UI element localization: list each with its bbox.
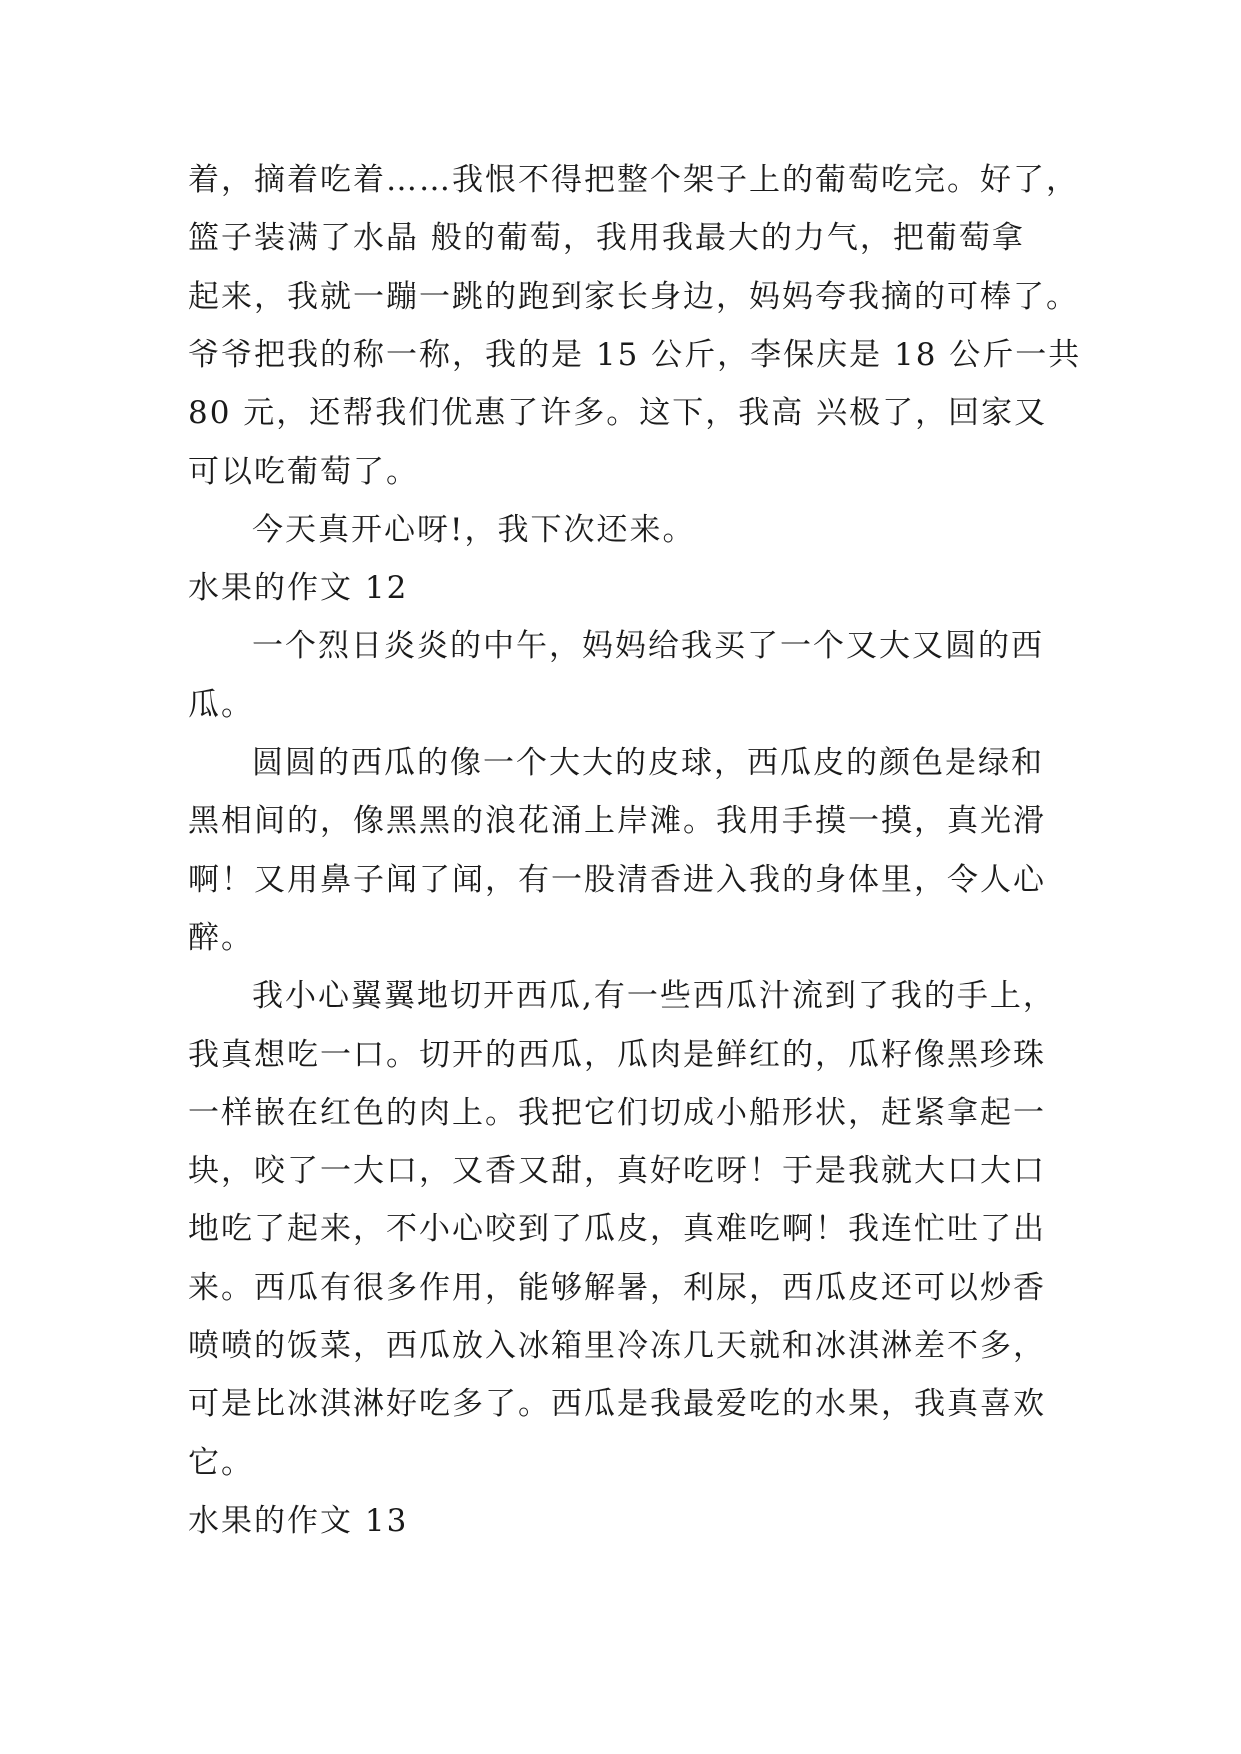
paragraph-line: 一样嵌在红色的肉上。我把它们切成小船形状，赶紧拿起一 <box>188 1095 1046 1131</box>
paragraph-line: 爷爷把我的称一称，我的是 15 公斤，李保庆是 18 公斤一共 <box>188 337 1082 373</box>
paragraph-line: 喷喷的饭菜，西瓜放入冰箱里冷冻几天就和冰淇淋差不多， <box>188 1328 1046 1364</box>
paragraph-line: 今天真开心呀!，我下次还来。 <box>252 512 696 548</box>
paragraph-line: 块，咬了一大口，又香又甜，真好吃呀！于是我就大口大口 <box>188 1153 1046 1189</box>
paragraph-line: 我小心翼翼地切开西瓜,有一些西瓜汁流到了我的手上， <box>252 978 1056 1014</box>
paragraph-line: 我真想吃一口。切开的西瓜，瓜肉是鲜红的，瓜籽像黑珍珠 <box>188 1037 1046 1073</box>
paragraph-line: 一个烈日炎炎的中午，妈妈给我买了一个又大又圆的西 <box>252 628 1044 664</box>
section-heading: 水果的作文 13 <box>188 1503 409 1539</box>
paragraph-line: 圆圆的西瓜的像一个大大的皮球，西瓜皮的颜色是绿和 <box>252 745 1044 781</box>
paragraph-line: 啊！又用鼻子闻了闻，有一股清香进入我的身体里，令人心 <box>188 862 1046 898</box>
paragraph-line: 着，摘着吃着……我恨不得把整个架子上的葡萄吃完。好了， <box>188 162 1079 198</box>
paragraph-line: 醉。 <box>188 920 254 956</box>
paragraph-line: 它。 <box>188 1445 254 1481</box>
paragraph-line: 80 元，还帮我们优惠了许多。这下，我高 兴极了，回家又 <box>188 395 1048 431</box>
paragraph-line: 黑相间的，像黑黑的浪花涌上岸滩。我用手摸一摸，真光滑 <box>188 803 1046 839</box>
paragraph-line: 来。西瓜有很多作用，能够解暑，利尿，西瓜皮还可以炒香 <box>188 1270 1046 1306</box>
paragraph-line: 可是比冰淇淋好吃多了。西瓜是我最爱吃的水果，我真喜欢 <box>188 1386 1046 1422</box>
paragraph-line: 地吃了起来，不小心咬到了瓜皮，真难吃啊！我连忙吐了出 <box>188 1211 1046 1247</box>
paragraph-line: 瓜。 <box>188 687 254 723</box>
section-heading: 水果的作文 12 <box>188 570 409 606</box>
paragraph-line: 起来，我就一蹦一跳的跑到家长身边，妈妈夸我摘的可棒了。 <box>188 279 1079 315</box>
paragraph-line: 可以吃葡萄了。 <box>188 454 419 490</box>
paragraph-line: 篮子装满了水晶 般的葡萄，我用我最大的力气，把葡萄拿 <box>188 220 1025 256</box>
